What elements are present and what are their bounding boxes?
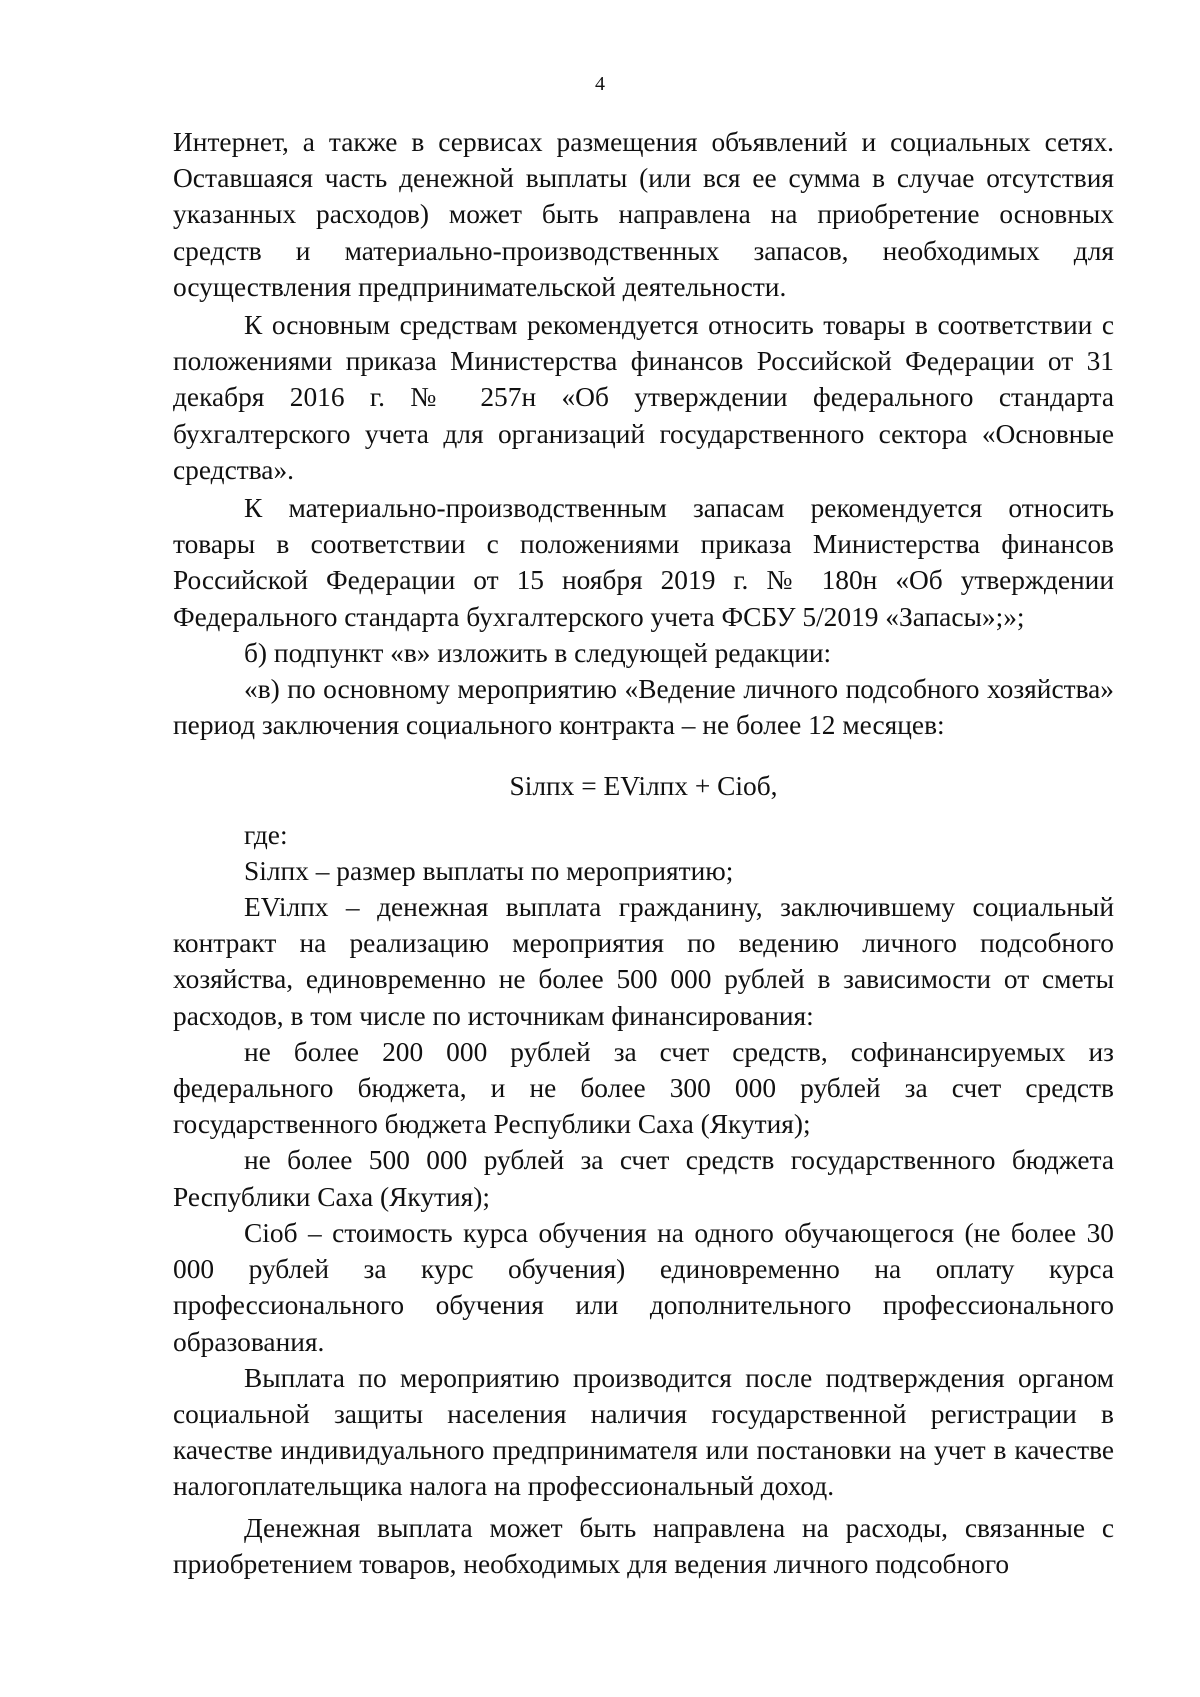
paragraph-subpoint-b: б) подпункт «в» изложить в следующей редакции: xyxy=(244,637,832,668)
paragraph-s-definition: Siлпх – размер выплаты по мероприятию; xyxy=(244,855,734,886)
page-number: 4 xyxy=(595,73,605,95)
paragraph-subpoint-v: «в) по основному мероприятию «Ведение личного подсобного хозяйства» период заключения социального контракта – не более 12 месяцев: xyxy=(173,674,1114,741)
paragraph-c-definition: Ciоб – стоимость курса обучения на одного обучающегося (не более 30 000 рублей за курс обучения) единовременно на оплату курса профессионального обучения или дополнительного профессионального образования. xyxy=(173,1217,1114,1357)
paragraph-inventories: К материально-производственным запасам рекомендуется относить товары в соответствии с положениями приказа Министерства финансов Российской Федерации от 15 ноября 2019 г. № 180н «Об утверждении Федерального стандарта бухгалтерского учета ФСБУ 5/2019 «Запасы»;»; xyxy=(173,493,1114,632)
document-body xyxy=(173,124,1114,1582)
paragraph-republic-funding: не более 500 000 рублей за счет средств государственного бюджета Республики Саха (Якутия); xyxy=(173,1145,1114,1212)
formula: Siлпх = EViлпх + Ciоб, xyxy=(509,771,778,802)
paragraph-payment-usage: Денежная выплата может быть направлена на расходы, связанные с приобретением товаров, необходимых для ведения личного подсобного xyxy=(173,1512,1114,1579)
paragraph-ev-definition: EViлпх – денежная выплата гражданину, заключившему социальный контракт на реализацию мероприятия по ведению личного подсобного хозяйства, единовременно не более 500 000 рублей в зависимости от сметы расходов, в том числе по источникам финансирования: xyxy=(173,892,1114,1031)
paragraph-fixed-assets: К основным средствам рекомендуется относить товары в соответствии с положениями приказа Министерства финансов Российской Федерации от 31 декабря 2016 г. № 257н «Об утверждении федерального стандарта бухгалтерского учета для организаций государственного сектора «Основные средства». xyxy=(173,310,1114,485)
paragraph-internet-services: Интернет, а также в сервисах размещения объявлений и социальных сетях. Оставшаяся часть денежной выплаты (или вся ее сумма в случае отсутствия указанных расходов) может быть направлена на приобретение основных средств и материально-производственных запасов, необходимых для осуществления предпринимательской деятельности. xyxy=(173,127,1114,302)
paragraph-payment-conditions: Выплата по мероприятию производится после подтверждения органом социальной защиты населения наличия государственной регистрации в качестве индивидуального предпринимателя или постановки на учет в качестве налогоплательщика налога на профессиональный доход. xyxy=(173,1362,1114,1502)
paragraph-where: где: xyxy=(244,819,288,850)
paragraph-federal-funding: не более 200 000 рублей за счет средств, софинансируемых из федерального бюджета, и не более 300 000 рублей за счет средств государственного бюджета Республики Саха (Якутия); xyxy=(173,1036,1114,1140)
